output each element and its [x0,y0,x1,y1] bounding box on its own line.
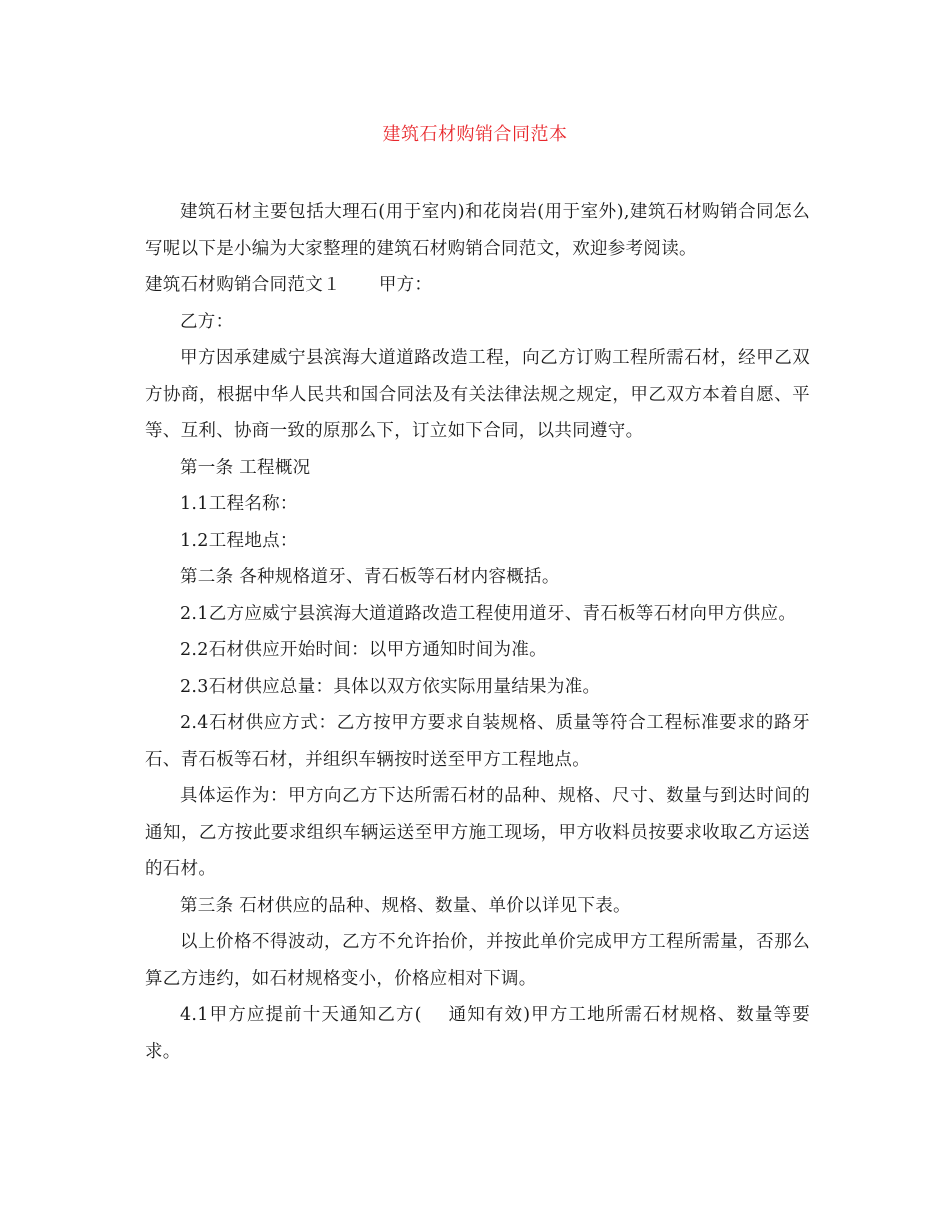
sample-heading-line [145,267,810,304]
intro-paragraph: 建筑石材主要包括大理石(用于室内)和花岗岩(用于室外),建筑石材购销合同怎么写呢以下是小编为大家整理的建筑石材购销合同范文，欢迎参考阅读。 [145,202,810,259]
item-2-2: 2.2石材供应开始时间：以甲方通知时间为准。 [180,640,547,660]
party-b-label: 乙方： [180,311,234,332]
item-1-2: 1.2工程地点： [180,530,298,551]
party-a-label: 甲方： [378,275,433,295]
operation-paragraph: 具体运作为：甲方向乙方下达所需石材的品种、规格、尺寸、数量与到达时间的通知，乙方按此要求组织车辆运送至甲方施工现场，甲方收料员按要求收取乙方运送的石材。 [145,786,810,879]
article-1-title: 第一条 工程概况 [180,457,311,478]
item-4-1 [145,997,810,1070]
article-3-title: 第三条 石材供应的品种、规格、数量、单价以详见下表。 [180,895,631,916]
item-2-4: 2.4石材供应方式：乙方按甲方要求自装规格、质量等符合工程标准要求的路牙石、青石板等石材，并组织车辆按时送至甲方工程地点。 [145,713,810,770]
article-2-title: 第二条 各种规格道牙、青石板等石材内容概括。 [180,567,560,587]
item-2-1: 2.1乙方应威宁县滨海大道道路改造工程使用道牙、青石板等石材向甲方供应。 [180,603,797,624]
document-body [145,194,810,1070]
item-4-1-part-a: 4.1甲方应提前十天通知乙方( [180,1005,422,1025]
item-1-1: 1.1工程名称： [180,494,298,514]
item-4-1-part-b: 通知有效)甲方工地所需石材规格、数量等要求。 [145,1005,810,1062]
price-note-paragraph: 以上价格不得波动，乙方不允许抬价，并按此单价完成甲方工程所需量，否那么算乙方违约，如石材规格变小，价格应相对下调。 [145,932,810,989]
document-title: 建筑石材购销合同范本 [382,124,568,145]
preamble-paragraph: 甲方因承建威宁县滨海大道道路改造工程，向乙方订购工程所需石材，经甲乙双方协商，根据中华人民共和国合同法及有关法律法规之规定，甲乙双方本着自愿、平等、互利、协商一致的原那么下，订立如下合同，以共同遵守。 [145,348,810,441]
sample-label: 建筑石材购销合同范文１ [145,275,341,295]
item-2-3: 2.3石材供应总量：具体以双方依实际用量结果为准。 [180,676,601,697]
